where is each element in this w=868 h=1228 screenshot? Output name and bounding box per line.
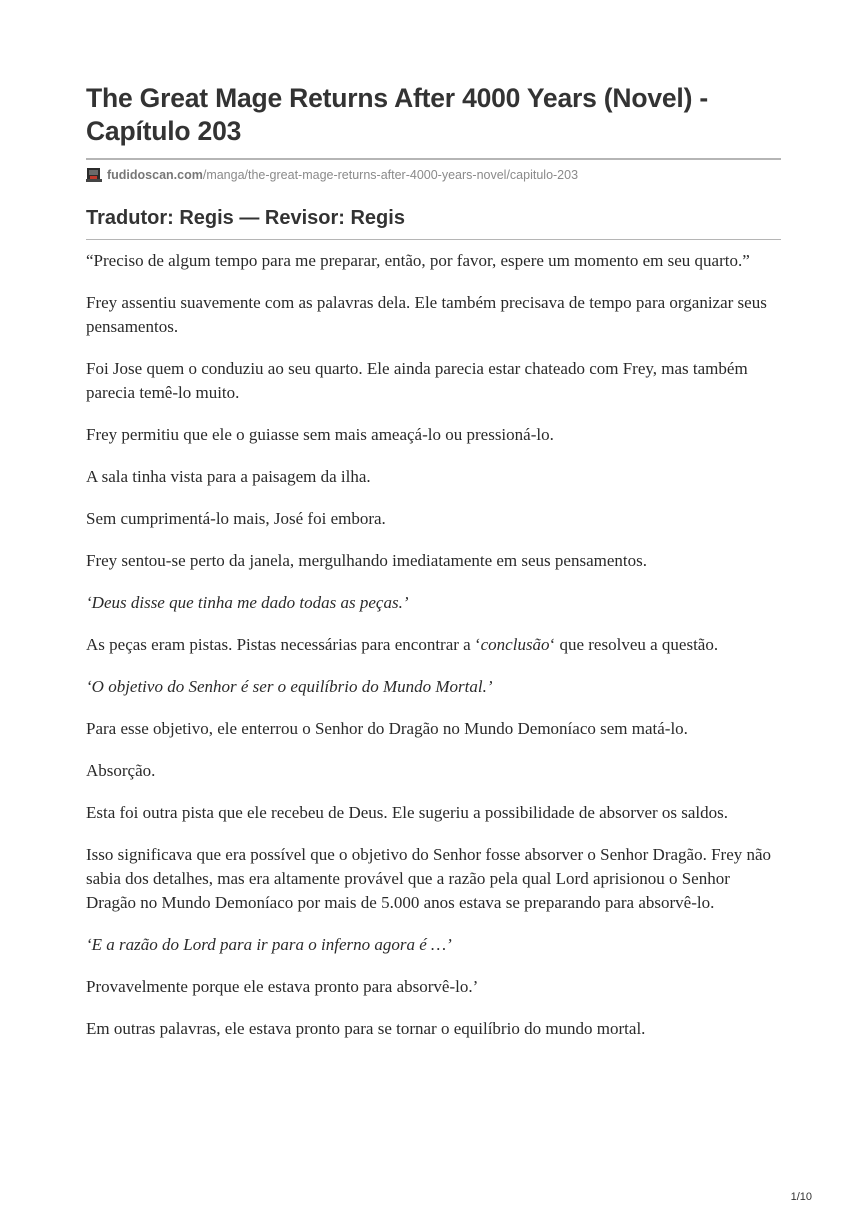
chapter-body [86, 249, 781, 1041]
source-path: /manga/the-great-mage-returns-after-4000-years-novel/capitulo-203 [202, 168, 579, 182]
paragraph: Isso significava que era possível que o objetivo do Senhor fosse absorver o Senhor Dragão. Frey não sabia dos detalhes, mas era altamente provável que a razão pela qual Lord aprisionou o Senhor Dragão no Mundo Demoníaco por mais de 5.000 anos estava se preparando para absorvê-lo. [86, 845, 772, 912]
thought-paragraph: ‘E a razão do Lord para ir para o inferno agora é …’ [86, 935, 452, 954]
paragraph: Sem cumprimentá-lo mais, José foi embora. [86, 509, 386, 528]
paragraph: Frey sentou-se perto da janela, mergulhando imediatamente em seus pensamentos. [86, 551, 647, 570]
credits-heading: Tradutor: Regis — Revisor: Regis [86, 207, 405, 229]
paragraph: Provavelmente porque ele estava pronto para absorvê-lo.’ [86, 977, 479, 996]
credits-divider [86, 239, 781, 240]
site-favicon-icon [86, 168, 102, 182]
source-domain: fudidoscan.com [107, 168, 203, 182]
paragraph: Frey permitiu que ele o guiasse sem mais ameaçá-lo ou pressioná-lo. [86, 425, 554, 444]
paragraph: Absorção. [86, 761, 156, 780]
paragraph: Para esse objetivo, ele enterrou o Senhor do Dragão no Mundo Demoníaco sem matá-lo. [86, 719, 688, 738]
paragraph-text: ‘ que resolveu a questão. [549, 635, 719, 654]
paragraph: Frey assentiu suavemente com as palavras dela. Ele também precisava de tempo para organizar seus pensamentos. [86, 293, 767, 336]
paragraph: “Preciso de algum tempo para me preparar, então, por favor, espere um momento em seu quarto.” [86, 251, 750, 270]
page-title: The Great Mage Returns After 4000 Years (Novel) - Capítulo 203 [86, 83, 709, 146]
source-url[interactable] [86, 166, 781, 184]
page-number: 1/10 [790, 1191, 812, 1203]
document-page [86, 82, 781, 1059]
paragraph: A sala tinha vista para a paisagem da ilha. [86, 467, 371, 486]
emphasis-text: conclusão [480, 635, 550, 654]
paragraph-text: As peças eram pistas. Pistas necessárias para encontrar a ‘ [86, 635, 481, 654]
title-divider [86, 158, 781, 160]
paragraph: Em outras palavras, ele estava pronto para se tornar o equilíbrio do mundo mortal. [86, 1019, 646, 1038]
paragraph: Foi Jose quem o conduziu ao seu quarto. Ele ainda parecia estar chateado com Frey, mas também parecia temê-lo muito. [86, 359, 748, 402]
thought-paragraph: ‘Deus disse que tinha me dado todas as peças.’ [86, 593, 409, 612]
paragraph [86, 633, 781, 657]
thought-paragraph: ‘O objetivo do Senhor é ser o equilíbrio do Mundo Mortal.’ [86, 677, 493, 696]
paragraph: Esta foi outra pista que ele recebeu de Deus. Ele sugeriu a possibilidade de absorver os saldos. [86, 803, 729, 822]
